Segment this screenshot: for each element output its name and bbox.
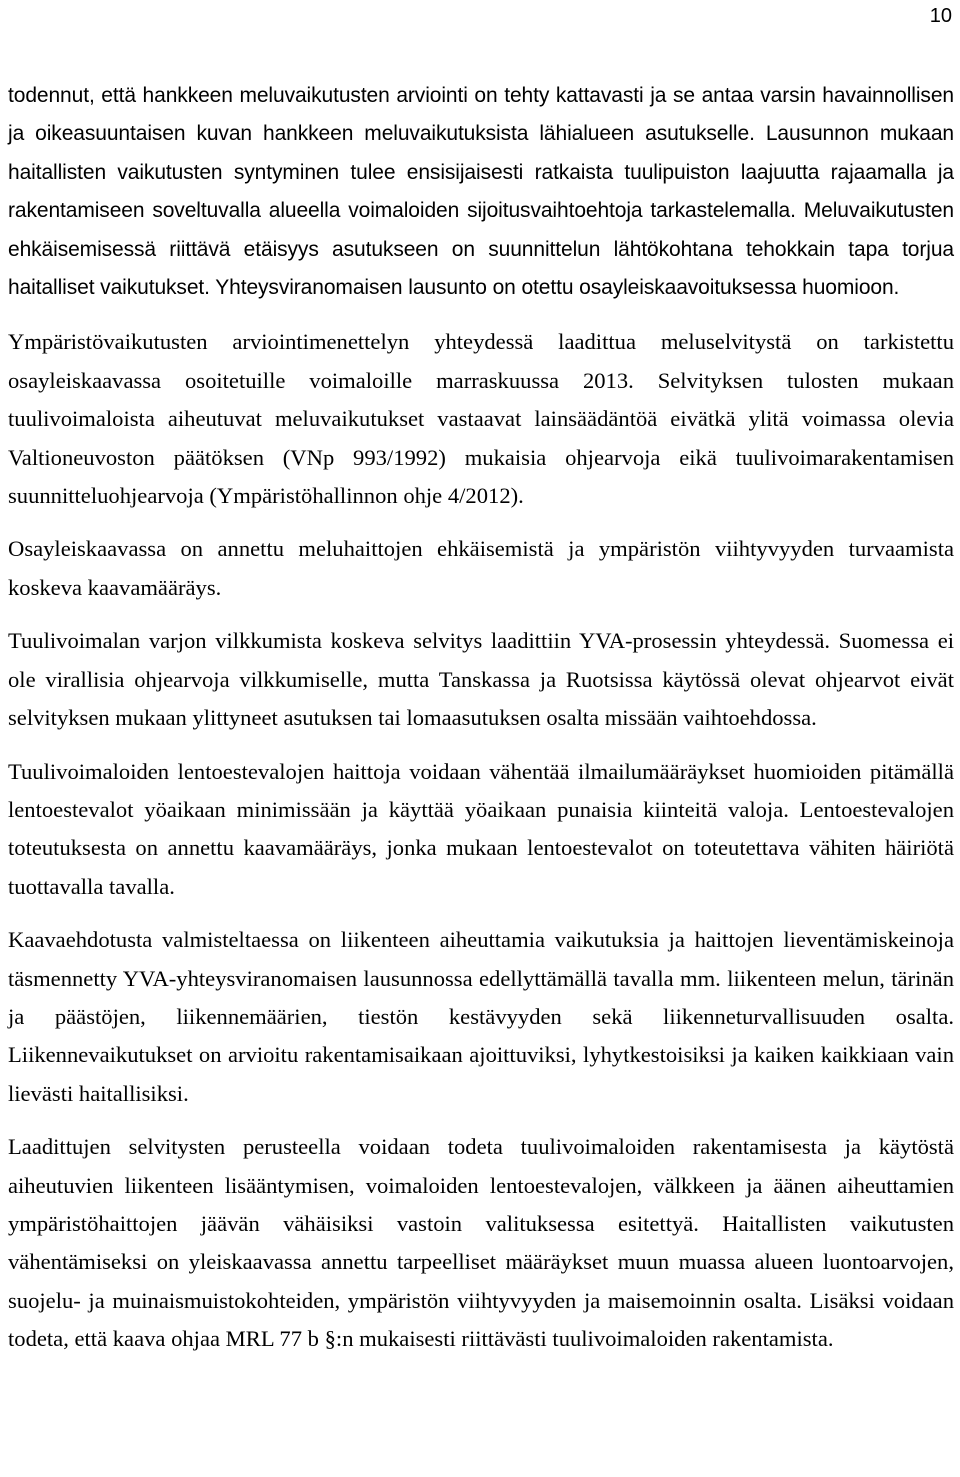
paragraph-noise-statement: todennut, että hankkeen meluvaikutusten arviointi on tehty kattavasti ja se antaa varsin havainnollisen ja oikeasuuntaisen kuvan hankkeen meluvaikutuksista lähialueen asutukselle. Lausunnon mukaan haitallisten vaikutusten syntyminen tulee ensisijaisesti ratkaista tuulipuiston laajuutta rajaamalla ja rakentamiseen soveltuvalla alueella voimaloiden sijoitusvaihtoehtoja tarkastelemalla. Meluvaikutusten ehkäisemisessä riittävä etäisyys asutukseen on suunnittelun lähtökohtana tehokkain tapa torjua haitalliset vaikutukset. Yhteysviranomaisen lausunto on otettu osayleiskaavoituksessa huomioon. bbox=[8, 84, 954, 300]
page-number: 10 bbox=[929, 5, 952, 27]
paragraph-obstacle-lights: Tuulivoimaloiden lentoestevalojen haittoja voidaan vähentää ilmailumääräykset huomioiden pitämällä lentoestevalot yöaikaan minimissään ja käyttää yöaikaan punaisia kiinteitä valoja. Lentoestevalojen toteutuksesta on annettu kaavamääräys, jonka mukaan lentoestevalot on toteutettava vähiten häiriötä tuottavalla tavalla. bbox=[8, 758, 954, 899]
paragraph-shadow-flicker: Tuulivoimalan varjon vilkkumista koskeva selvitys laadittiin YVA-prosessin yhteydessä. Suomessa ei ole virallisia ohjearvoja vilkkumiselle, mutta Tanskassa ja Ruotsissa käytössä olevat ohjearvot eivät selvityksen mukaan ylittyneet asutuksen tai lomaasutuksen osalta missään vaihtoehdossa. bbox=[8, 628, 954, 731]
paragraph-noise-regulation: Osayleiskaavassa on annettu meluhaittojen ehkäisemistä ja ympäristön viihtyvyyden turvaamista koskeva kaavamääräys. bbox=[8, 536, 954, 600]
paragraph-noise-survey: Ympäristövaikutusten arviointimenettelyn yhteydessä laadittua meluselvitystä on tarkistettu osayleiskaavassa osoitetuille voimaloille marraskuussa 2013. Selvityksen tulosten mukaan tuulivoimaloista aiheutuvat meluvaikutukset vastaavat lainsäädäntöä eivätkä ylitä voimassa olevia Valtioneuvoston päätöksen (VNp 993/1992) mukaisia ohjearvoja eikä tuulivoimarakentamisen suunnitteluohjearvoja (Ympäristöhallinnon ohje 4/2012). bbox=[8, 329, 954, 509]
document-body bbox=[8, 77, 954, 1359]
paragraph-traffic-impacts: Kaavaehdotusta valmisteltaessa on liikenteen aiheuttamia vaikutuksia ja haittojen lieventämiskeinoja täsmennetty YVA-yhteysviranomaisen lausunnossa edellyttämällä tavalla mm. liikenteen melun, tärinän ja päästöjen, liikennemäärien, tiestön kestävyyden sekä liikenneturvallisuuden osalta. Liikennevaikutukset on arvioitu rakentamisaikaan ajoittuviksi, lyhytkestoisiksi ja kaiken kaikkiaan vain lievästi haitallisiksi. bbox=[8, 927, 954, 1106]
paragraph-conclusion: Laadittujen selvitysten perusteella voidaan todeta tuulivoimaloiden rakentamisesta ja käytöstä aiheutuvien liikenteen lisääntymisen, voimaloiden lentoestevalojen, välkkeen ja äänen aiheuttamien ympäristöhaittojen jäävän vähäisiksi vastoin valituksessa esitettyä. Haitallisten vaikutusten vähentämiseksi on yleiskaavassa annettu tarpeelliset määräykset muun muassa alueen luontoarvojen, suojelu- ja muinaismuistokohteiden, ympäristön viihtyvyyden ja maisemoinnin osalta. Lisäksi voidaan todeta, että kaava ohjaa MRL 77 b §:n mukaisesti riittävästi tuulivoimaloiden rakentamista. bbox=[8, 1134, 954, 1352]
